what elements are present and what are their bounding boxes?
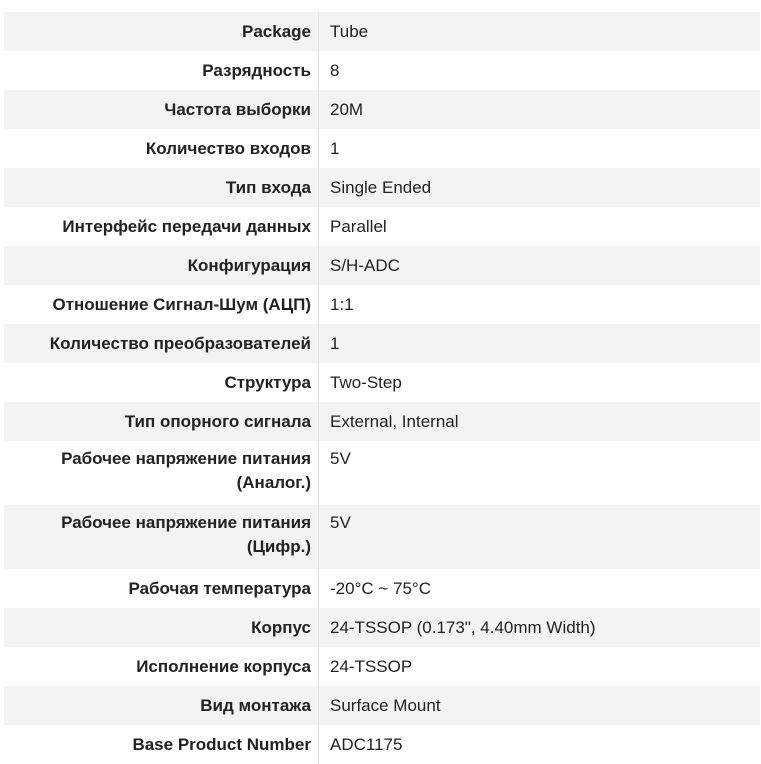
spec-label: Исполнение корпуса (4, 647, 319, 686)
spec-label: Структура (4, 363, 319, 402)
spec-value: Two-Step (319, 363, 761, 402)
spec-table (4, 12, 760, 764)
spec-value: 1 (319, 324, 761, 363)
spec-label: Рабочее напряжение питания (Аналог.) (4, 441, 319, 505)
spec-label: Package (4, 12, 319, 51)
spec-label: Разрядность (4, 51, 319, 90)
spec-value: Surface Mount (319, 686, 761, 725)
spec-value: 24-TSSOP (319, 647, 761, 686)
table-row (4, 363, 760, 402)
table-row (4, 51, 760, 90)
spec-value: External, Internal (319, 402, 761, 441)
spec-label: Отношение Сигнал-Шум (АЦП) (4, 285, 319, 324)
spec-label: Рабочая температура (4, 569, 319, 608)
table-row (4, 12, 760, 51)
table-row (4, 608, 760, 647)
table-row (4, 207, 760, 246)
table-row (4, 129, 760, 168)
table-row (4, 441, 760, 505)
table-row (4, 647, 760, 686)
spec-value: 5V (319, 441, 761, 505)
table-row (4, 505, 760, 569)
spec-label: Количество входов (4, 129, 319, 168)
spec-label: Конфигурация (4, 246, 319, 285)
spec-value: Single Ended (319, 168, 761, 207)
table-row (4, 569, 760, 608)
spec-label: Корпус (4, 608, 319, 647)
spec-value: -20°C ~ 75°C (319, 569, 761, 608)
spec-value: 24-TSSOP (0.173", 4.40mm Width) (319, 608, 761, 647)
spec-value: 1:1 (319, 285, 761, 324)
spec-label: Тип опорного сигнала (4, 402, 319, 441)
table-row (4, 246, 760, 285)
spec-label: Тип входа (4, 168, 319, 207)
spec-value: Parallel (319, 207, 761, 246)
table-row (4, 168, 760, 207)
spec-label: Рабочее напряжение питания (Цифр.) (4, 505, 319, 569)
spec-value: 5V (319, 505, 761, 569)
spec-value: 20M (319, 90, 761, 129)
spec-value: ADC1175 (319, 725, 761, 764)
table-row (4, 90, 760, 129)
table-row (4, 686, 760, 725)
spec-label: Вид монтажа (4, 686, 319, 725)
spec-label: Частота выборки (4, 90, 319, 129)
spec-value: Tube (319, 12, 761, 51)
table-row (4, 402, 760, 441)
spec-value: S/H-ADC (319, 246, 761, 285)
spec-value: 8 (319, 51, 761, 90)
spec-label: Интерфейс передачи данных (4, 207, 319, 246)
table-row (4, 324, 760, 363)
spec-label: Количество преобразователей (4, 324, 319, 363)
table-row (4, 285, 760, 324)
spec-label: Base Product Number (4, 725, 319, 764)
table-row (4, 725, 760, 764)
spec-value: 1 (319, 129, 761, 168)
